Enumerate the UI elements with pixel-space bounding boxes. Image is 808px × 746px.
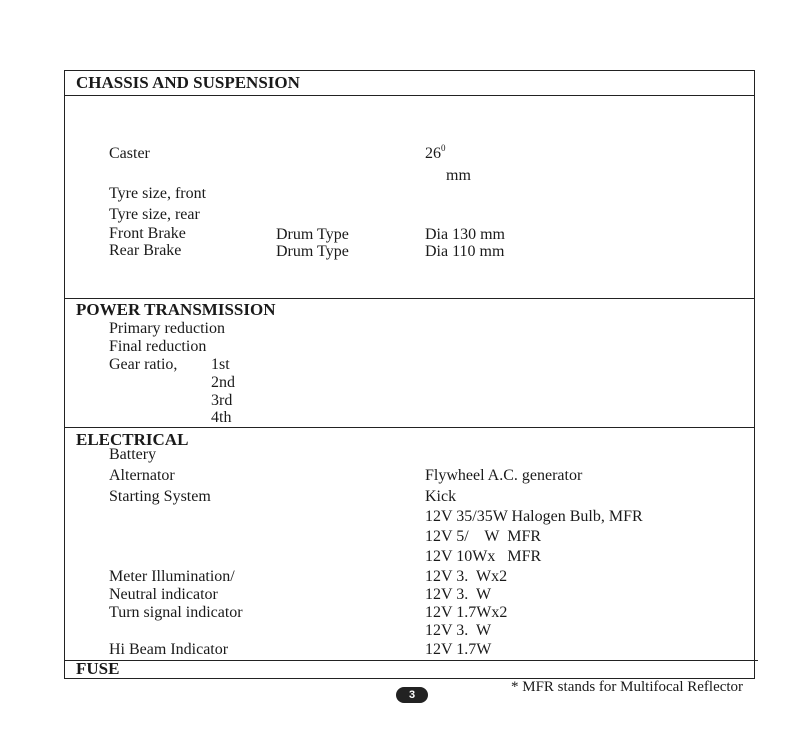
turn-signal-label: Turn signal indicator: [109, 604, 243, 621]
neutral-indicator-value: 12V 3. W: [425, 586, 492, 603]
alternator-value: Flywheel A.C. generator: [425, 467, 583, 484]
turn-signal-value: 12V 1.7Wx2: [425, 604, 508, 621]
gear-3rd: 3rd: [211, 392, 233, 409]
power-heading: POWER TRANSMISSION: [76, 300, 276, 319]
neutral-indicator-label: Neutral indicator: [109, 586, 218, 603]
chassis-heading-divider: [64, 95, 755, 96]
primary-reduction-label: Primary reduction: [109, 320, 225, 337]
rear-brake-value: Dia 110 mm: [425, 243, 505, 260]
chassis-heading: CHASSIS AND SUSPENSION: [76, 73, 300, 92]
final-reduction-label: Final reduction: [109, 338, 207, 355]
headlamp-value: 12V 35/35W Halogen Bulb, MFR: [425, 508, 643, 525]
meter-illumination-value: 12V 3. Wx2: [425, 568, 508, 585]
rear-brake-label: Rear Brake: [109, 242, 182, 259]
meter-illumination-label: Meter Illumination/: [109, 568, 235, 585]
caster-value: [425, 145, 446, 163]
front-brake-type: Drum Type: [276, 226, 349, 243]
turn-signal-value-2: 12V 3. W: [425, 622, 492, 639]
winker-lamp-value: 12V 10Wx MFR: [425, 548, 542, 565]
rear-brake-type: Drum Type: [276, 243, 349, 260]
page-number-badge: 3: [396, 687, 428, 703]
electrical-heading: ELECTRICAL: [76, 430, 189, 449]
starting-system-label: Starting System: [109, 488, 211, 505]
caster-degree-sup: 0: [441, 143, 446, 153]
hi-beam-value: 12V 1.7W: [425, 641, 492, 658]
footnote: * MFR stands for Multifocal Reflector: [511, 679, 744, 695]
gear-ratio-label: Gear ratio,: [109, 356, 178, 373]
fuse-heading: FUSE: [76, 659, 120, 678]
mm-unit: mm: [446, 167, 471, 184]
front-brake-value: Dia 130 mm: [425, 226, 505, 243]
starting-system-value: Kick: [425, 488, 457, 505]
front-brake-label: Front Brake: [109, 225, 186, 242]
battery-label: Battery: [109, 446, 157, 463]
tyre-front-label: Tyre size, front: [109, 185, 207, 202]
caster-label: Caster: [109, 145, 150, 162]
gear-1st: 1st: [211, 356, 230, 373]
electrical-section-divider: [64, 427, 755, 428]
gear-2nd: 2nd: [211, 374, 235, 391]
hi-beam-label: Hi Beam Indicator: [109, 641, 229, 658]
tyre-rear-label: Tyre size, rear: [109, 206, 200, 223]
alternator-label: Alternator: [109, 467, 175, 484]
fuse-section-divider: [64, 660, 758, 661]
caster-value-number: 26: [425, 145, 441, 162]
power-section-divider: [64, 298, 755, 299]
gear-4th: 4th: [211, 409, 232, 426]
tail-lamp-value: 12V 5/ W MFR: [425, 528, 542, 545]
